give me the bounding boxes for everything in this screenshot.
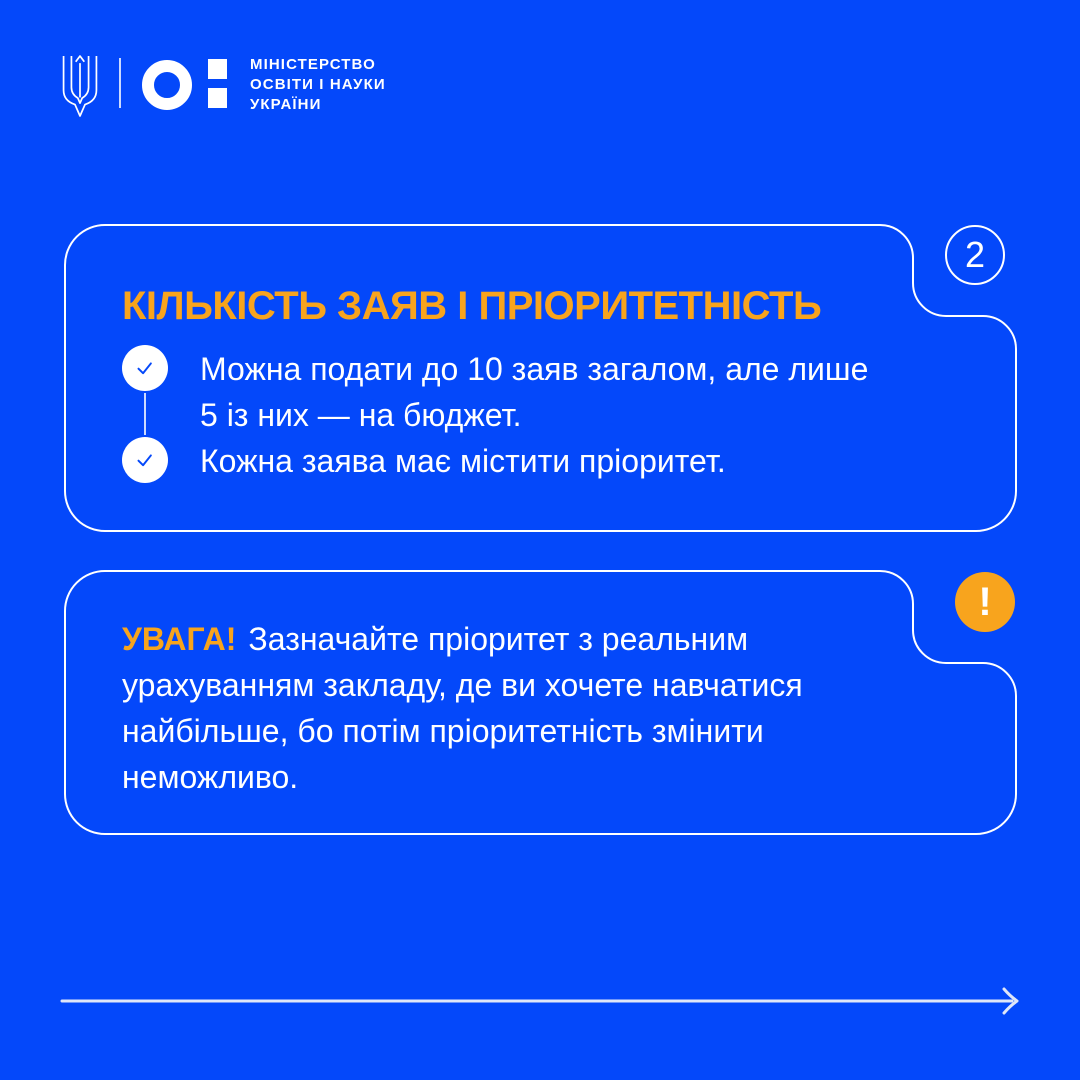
- checklist-connector-line: [144, 393, 146, 435]
- card1-title: КІЛЬКІСТЬ ЗАЯВ І ПРІОРИТЕТНІСТЬ: [122, 284, 822, 328]
- check-icon: [122, 345, 168, 391]
- warning-text-line: [122, 616, 922, 662]
- ministry-name-line: МІНІСТЕРСТВО: [250, 56, 376, 73]
- ministry-name-line: ОСВІТИ І НАУКИ: [250, 76, 386, 93]
- warning-text: [122, 616, 922, 800]
- check-icon: [122, 437, 168, 483]
- checklist-item: [200, 438, 726, 484]
- checklist-item: [200, 346, 868, 438]
- warning-text-segment: Зазначайте пріоритет з реальним: [248, 621, 749, 657]
- ministry-name-line: УКРАЇНИ: [250, 96, 322, 113]
- exclamation-icon: !: [955, 572, 1015, 632]
- step-number-badge: 2: [945, 225, 1005, 285]
- checklist-item-line: 5 із них — на бюджет.: [200, 397, 522, 433]
- warning-lead: УВАГА!: [122, 621, 237, 657]
- warning-text-line: найбільше, бо потім пріоритетність змінити: [122, 713, 764, 749]
- warning-text-line: неможливо.: [122, 759, 299, 795]
- checklist-item-line: Кожна заява має містити пріоритет.: [200, 443, 726, 479]
- checklist-item-line: Можна подати до 10 заяв загалом, але лише: [200, 351, 869, 387]
- warning-text-line: урахуванням закладу, де ви хочете навчатися: [122, 667, 803, 703]
